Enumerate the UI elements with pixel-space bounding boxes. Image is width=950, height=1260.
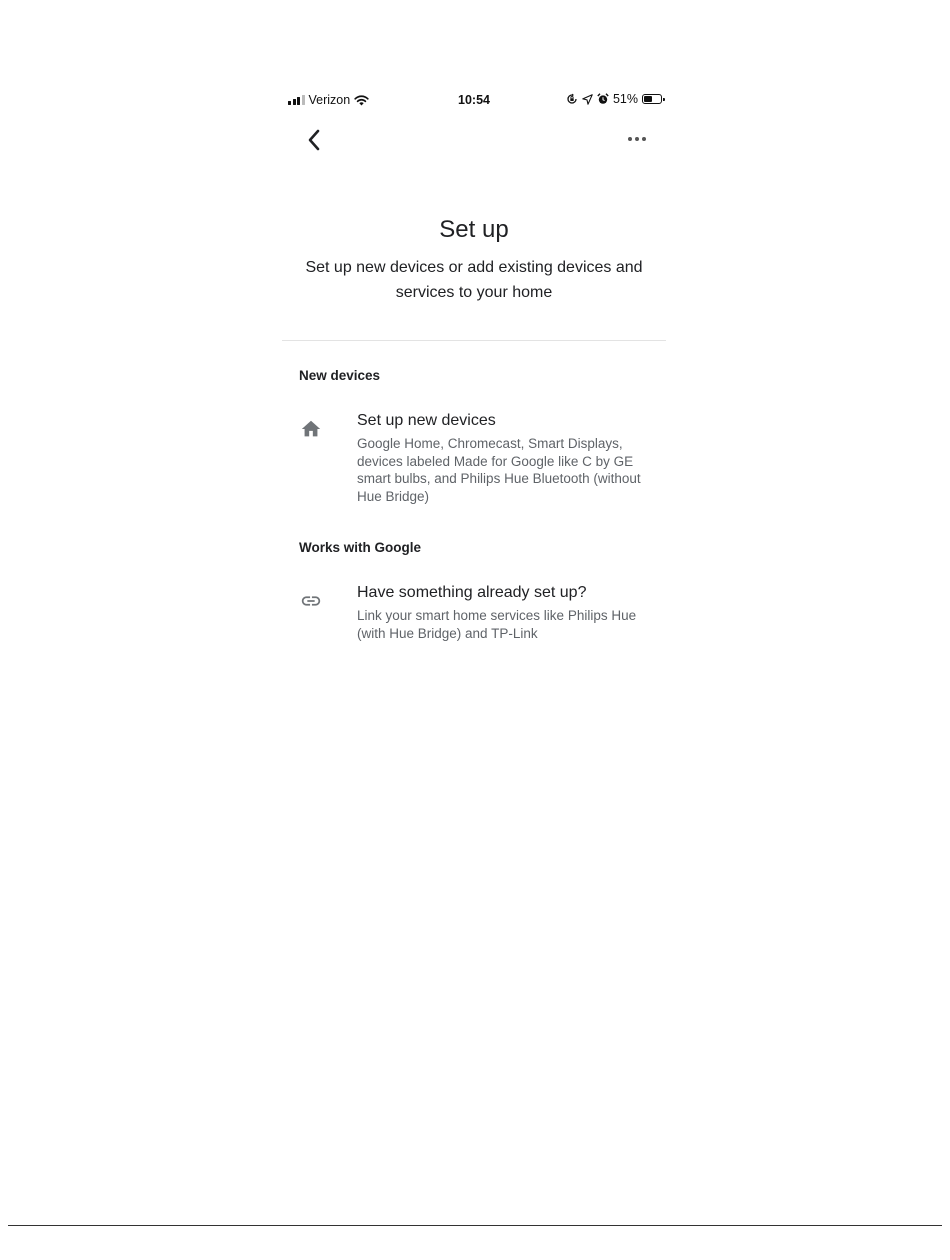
more-horizontal-icon bbox=[627, 136, 647, 142]
alarm-icon bbox=[597, 93, 609, 105]
battery-fill bbox=[644, 96, 652, 102]
status-right bbox=[566, 92, 662, 106]
location-arrow-icon bbox=[582, 94, 593, 105]
link-services-item[interactable] bbox=[282, 584, 666, 646]
list-item-title: Set up new devices bbox=[357, 412, 496, 429]
chevron-left-icon bbox=[306, 129, 322, 151]
status-time: 10:54 bbox=[458, 93, 490, 107]
link-icon bbox=[300, 590, 322, 612]
set-up-new-devices-item[interactable] bbox=[282, 412, 666, 508]
header-divider bbox=[282, 340, 666, 341]
battery-icon bbox=[642, 94, 662, 104]
phone-screen bbox=[282, 86, 666, 666]
section-header-new-devices: New devices bbox=[299, 368, 381, 383]
list-item-description: Link your smart home services like Philips Hue (with Hue Bridge) and TP-Link bbox=[357, 608, 637, 641]
carrier-label: Verizon bbox=[308, 93, 351, 107]
list-item-description: Google Home, Chromecast, Smart Displays, devices labeled Made for Google like C by GE smart bulbs, and Philips Hue Bluetooth (without Hue Bridge) bbox=[357, 436, 641, 504]
status-bar bbox=[282, 86, 666, 114]
section-header-works-with-google: Works with Google bbox=[299, 540, 422, 555]
list-item-title: Have something already set up? bbox=[357, 584, 587, 601]
back-button[interactable] bbox=[300, 126, 328, 154]
page-subtitle: Set up new devices or add existing devices and services to your home bbox=[305, 259, 643, 301]
home-icon bbox=[300, 418, 322, 440]
more-options-button[interactable] bbox=[622, 126, 652, 152]
page-title: Set up bbox=[439, 216, 509, 243]
page-bottom-rule bbox=[8, 1225, 942, 1226]
battery-percent: 51% bbox=[612, 92, 638, 106]
orientation-lock-icon bbox=[566, 93, 578, 105]
